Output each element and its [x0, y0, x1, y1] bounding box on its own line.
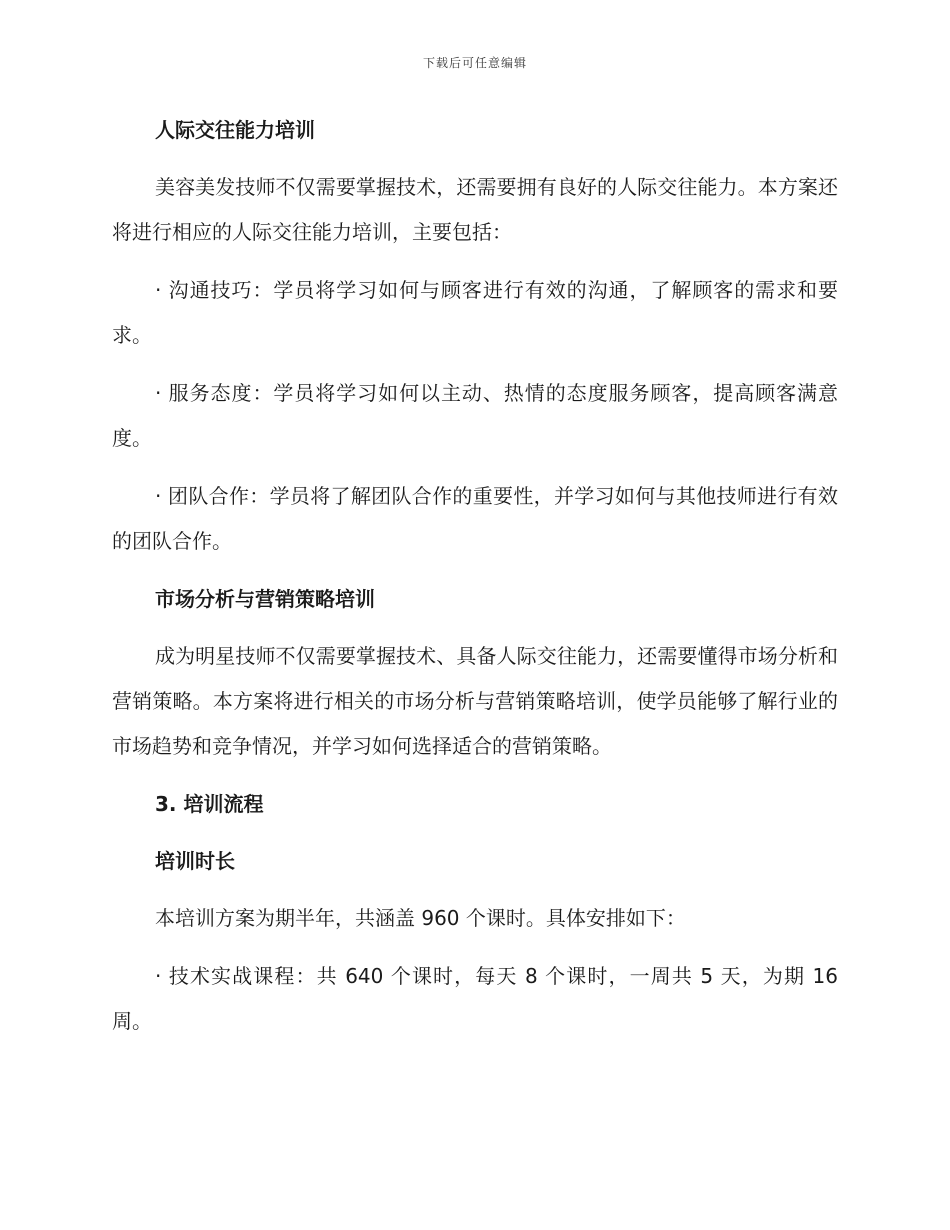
list-item-communication: · 沟通技巧：学员将学习如何与顾客进行有效的沟通，了解顾客的需求和要求。: [112, 278, 838, 347]
section-heading-marketing: 市场分析与营销策略培训: [155, 587, 375, 611]
section-heading-process: 3. 培训流程: [155, 792, 264, 816]
section-heading-duration: 培训时长: [155, 849, 235, 873]
section-heading-interpersonal: 人际交往能力培训: [155, 118, 315, 142]
list-item-teamwork: · 团队合作：学员将了解团队合作的重要性，并学习如何与其他技师进行有效的团队合作。: [112, 484, 838, 553]
list-item-practical-course: · 技术实战课程：共 640 个课时，每天 8 个课时，一周共 5 天，为期 16 周。: [112, 964, 838, 1033]
paragraph-duration: 本培训方案为期半年，共涵盖 960 个课时。具体安排如下：: [155, 906, 686, 930]
paragraph-interpersonal-intro: 美容美发技师不仅需要掌握技术，还需要拥有良好的人际交往能力。本方案还将进行相应的人际交往能力培训，主要包括：: [112, 175, 838, 244]
paragraph-marketing: 成为明星技师不仅需要掌握技术、具备人际交往能力，还需要懂得市场分析和营销策略。本方案将进行相关的市场分析与营销策略培训，使学员能够了解行业的市场趋势和竞争情况，并学习如何选择适合的营销策略。: [112, 644, 838, 758]
page-header-note: 下载后可任意编辑: [422, 56, 527, 70]
list-item-service-attitude: · 服务态度：学员将学习如何以主动、热情的态度服务顾客，提高顾客满意度。: [112, 381, 838, 450]
document-body: [112, 108, 838, 1057]
